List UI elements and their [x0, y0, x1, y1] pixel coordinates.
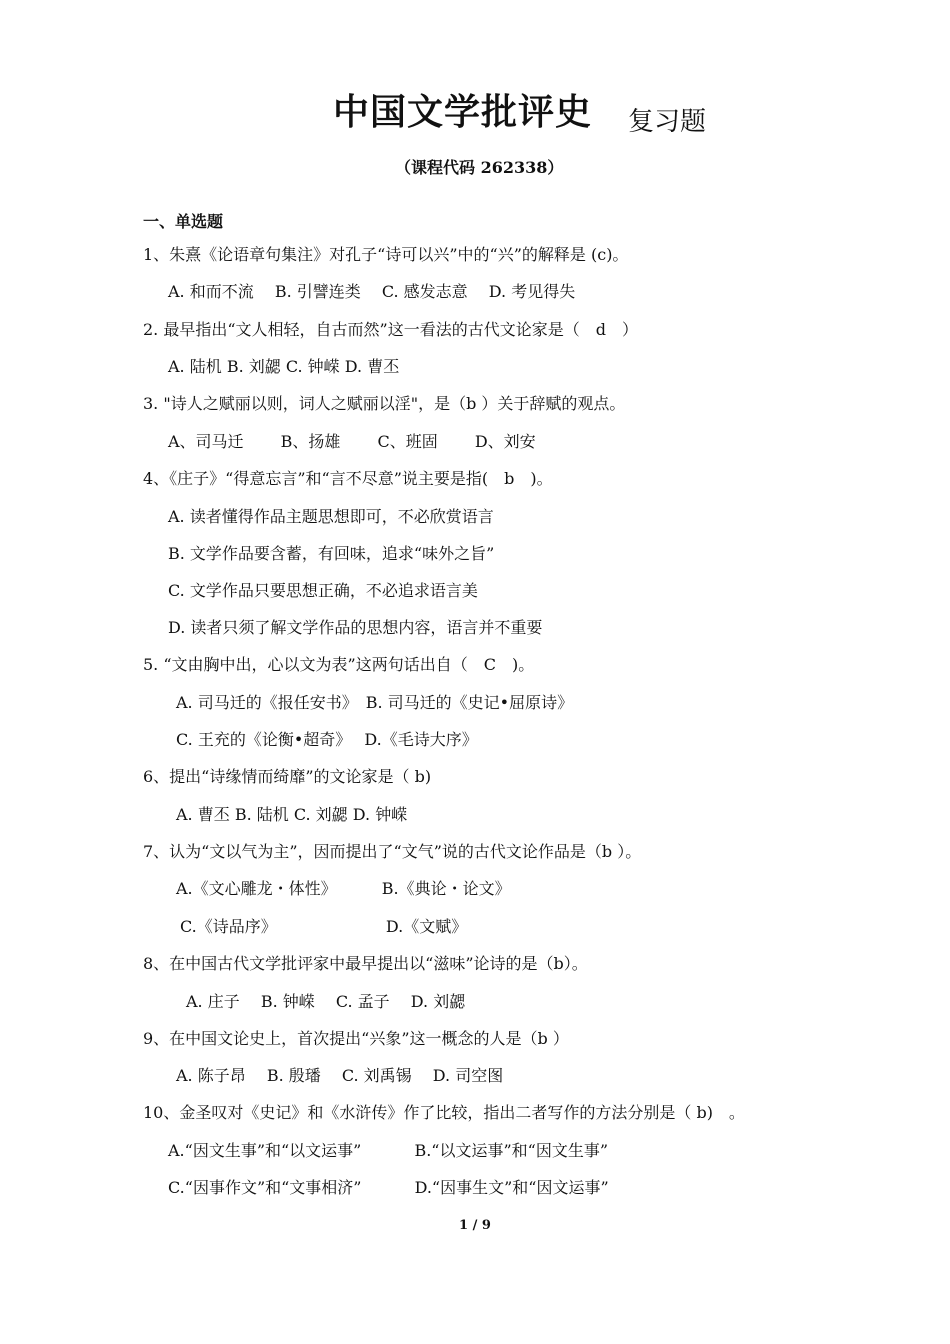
question-option: C. 文学作品只要思想正确，不必追求语言美 — [168, 581, 478, 600]
question-stem: 10、金圣叹对《史记》和《水浒传》作了比较，指出二者写作的方法分别是（ b) 。 — [143, 1103, 745, 1122]
question-stem: 9、在中国文论史上，首次提出“兴象”这一概念的人是（b ） — [143, 1029, 569, 1048]
question-stem: 3. "诗人之赋丽以则，词人之赋丽以淫"，是（b ）关于辞赋的观点。 — [143, 394, 626, 413]
question-option: A、司马迁 B、扬雄 C、班固 D、刘安 — [168, 432, 536, 451]
question-stem: 2. 最早指出“文人相轻，自古而然”这一看法的古代文论家是（ d ） — [143, 320, 638, 339]
question-option: D. 读者只须了解文学作品的思想内容，语言并不重要 — [168, 618, 543, 637]
question-option: C.“因事作文”和“文事相济” D.“因事生文”和“因文运事” — [168, 1178, 609, 1197]
document-title: 中国文学批评史 — [333, 92, 593, 133]
question-stem: 5. “文由胸中出，心以文为表”这两句话出自（ C )。 — [143, 655, 535, 674]
question-option: C.《诗品序》 D.《文赋》 — [180, 917, 468, 936]
question-stem: 4、《庄子》“得意忘言”和“言不尽意”说主要是指( b )。 — [143, 469, 553, 488]
question-option: A.“因文生事”和“以文运事” B.“以文运事”和“因文生事” — [168, 1141, 609, 1160]
question-option: A.《文心雕龙・体性》 B.《典论・论文》 — [176, 879, 511, 898]
question-stem: 6、提出“诗缘情而绮靡”的文论家是（ b) — [143, 767, 432, 786]
question-option: A. 陆机 B. 刘勰 C. 钟嵘 D. 曹丕 — [168, 357, 400, 376]
question-option: A. 和而不流 B. 引譬连类 C. 感发志意 D. 考见得失 — [168, 282, 576, 301]
question-option: A. 曹丕 B. 陆机 C. 刘勰 D. 钟嵘 — [176, 805, 408, 824]
page-number: 1 / 9 — [459, 1218, 491, 1233]
question-option: C. 王充的《论衡•超奇》 D.《毛诗大序》 — [176, 730, 478, 749]
question-stem: 7、认为“文以气为主”，因而提出了“文气”说的古代文论作品是（b ）。 — [143, 842, 642, 861]
section-title: 一、单选题 — [143, 212, 224, 231]
question-option: A. 陈子昂 B. 殷璠 C. 刘禹锡 D. 司空图 — [176, 1066, 504, 1085]
question-stem: 1、朱熹《论语章句集注》对孔子“诗可以兴”中的“兴”的解释是 (c)。 — [143, 245, 629, 264]
question-option: B. 文学作品要含蓄，有回味，追求“味外之旨” — [168, 544, 495, 563]
document-subtitle: 复习题 — [628, 107, 707, 137]
question-option: A. 读者懂得作品主题思想即可，不必欣赏语言 — [168, 507, 494, 526]
question-option: A. 庄子 B. 钟嵘 C. 孟子 D. 刘勰 — [186, 992, 466, 1011]
course-code: （课程代码 262338） — [395, 158, 564, 177]
question-option: A. 司马迁的《报任安书》 B. 司马迁的《史记•屈原诗》 — [176, 693, 574, 712]
question-stem: 8、在中国古代文学批评家中最早提出以“滋味”论诗的是（b）。 — [143, 954, 588, 973]
